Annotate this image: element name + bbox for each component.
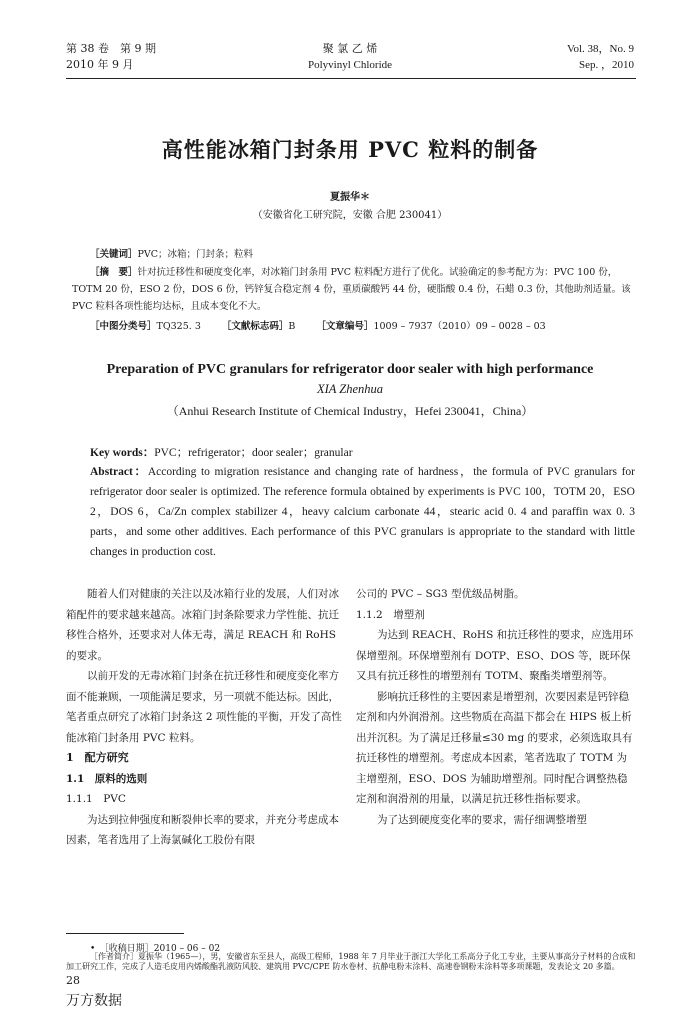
keywords-en-text: PVC；refrigerator；door sealer；granular [154,447,353,459]
abstract-en-label: Abstract： [90,466,148,478]
left-paragraph-1: 随着人们对健康的关注以及冰箱行业的发展，人们对冰箱配件的要求越来越高。冰箱门封条除要求力学性能、抗迁移性合格外，还要求对人体无毒，满足 REACH 和 RoHS 的要求。 [66,588,339,662]
right-paragraph-1: 为达到 REACH、RoHS 和抗迁移性的要求，应选用环保增塑剂。环保增塑剂有 DOTP、ESO、DOS 等，既环保又具有抗迁移性的增塑剂有 TOTM、聚酯类增塑剂等。 [356,629,634,682]
affiliation-en: （Anhui Research Institute of Chemical Industry，Hefei 230041，China） [166,404,534,418]
footnote-author-bio: ［作者简介］夏振华（1965—），男，安徽省东至县人，高级工程师，1988 年 7 月毕业于浙江大学化工系高分子化工专业，主要从事高分子材料的合成和加工研究工作，完成了人造毛皮用内烯酸酯乳液防风胶、建筑用 PVC/CPE 防水卷材、抗静电粉末涂料、高速卷钢粉末涂料等多项课题，发表论文 20 多篇。 [66,952,636,971]
header-volume-cn: 第 38 卷 第 9 期 [66,42,156,55]
page-number: 28 [66,974,80,987]
header-journal-cn: 聚 氯 乙 烯 [322,42,378,55]
clc-code: TQ325. 3 [156,321,201,332]
left-paragraph-2: 以前开发的无毒冰箱门封条在抗迁移性和硬度变化率方面不能兼顾，一项能满足要求，另一项就不能达标。因此，笔者重点研究了冰箱门封条这 2 项性能的平衡，开发了高性能冰箱门封条用 PVC 粒料。 [66,670,342,744]
header-date-en: Sep. ，2010 [579,59,634,71]
doc-code-label: ［文献标志码］ [221,321,289,332]
right-paragraph-3: 为了达到硬度变化率的要求，需仔细调整增塑 [377,813,587,826]
author-cn: 夏振华＊ [330,192,370,203]
section-heading-1-1-1: 1.1.1 PVC [66,793,126,805]
title-en: Preparation of PVC granulars for refrigerator door sealer with high performance [106,362,594,377]
keywords-cn [72,246,632,263]
abstract-cn [72,264,632,315]
keywords-cn-text: PVC；冰箱；门封条；粒料 [137,249,254,260]
right-paragraph-2: 影响抗迁移性的主要因素是增塑剂，次要因素是钙锌稳定剂和内外润滑剂。这些物质在高温下都会在 HIPS 板上析出并沉积。为了满足迁移量≤30 mg 的要求，必须选取具有抗迁移性的增塑剂。考虑成本因素，笔者选取了 TOTM 为主增塑剂，ESO、DOS 为辅助增塑剂。同时配合调整热稳定剂和润滑剂的用量，以满足抗迁移性指标要求。 [356,690,633,805]
author-en: XIA Zhenhua [316,382,384,396]
abstract-cn-text: 针对抗迁移性和硬度变化率，对冰箱门封条用 PVC 粒料配方进行了优化。试验确定的参考配方为：PVC 100 份，TOTM 20 份，ESO 2 份，DOS 6 份，钙锌复合稳定剂 4 份，重质碳酸钙 44 份，硬脂酸 0.4 份，石蜡 0.3 份，其他助剂适量。该 PVC 粒料各项性能均达标，且成本变化不大。 [72,267,631,312]
right-paragraph-0: 公司的 PVC – SG3 型优级品树脂。 [356,588,525,600]
doc-code: B [288,321,296,332]
keywords-en [90,444,635,462]
classification-line [72,318,632,335]
header-date-cn: 2010 年 9 月 [66,58,134,71]
footnote-rule [66,933,184,934]
section-heading-1: 1 配方研究 [66,751,129,764]
header-rule [66,78,636,79]
abstract-cn-label: ［摘 要］ [90,267,138,278]
left-paragraph-3: 为达到拉伸强度和断裂伸长率的要求，并充分考虑成本因素，笔者选用了上海氯碱化工股份有限 [66,813,339,846]
article-number-label: ［文章编号］ [316,321,374,332]
clc-label: ［中图分类号］ [90,321,157,332]
header-volume-en: Vol. 38，No. 9 [566,43,634,55]
abstract-en-text: According to migration resistance and changing rate of hardness，the formula of PVC granulars for refrigerator door sealer is optimized. The reference formula obtained by experiments is PVC 100，TOTM 20，ESO 2，DOS 6，Ca/Zn complex stabilizer 4，heavy calcium carbonate 44，stearic acid 0. 4 and paraffin wax 0. 3 parts，and some other additives. Each performance of this PVC granulars is appropriate to the standard with little changes in production cost. [90,466,635,558]
section-heading-1-1: 1.1 原料的选则 [66,772,148,785]
abstract-en [90,462,635,562]
title-cn: 高性能冰箱门封条用 PVC 粒料的制备 [161,137,539,162]
affiliation-cn: （安徽省化工研究院，安徽 合肥 230041） [252,210,448,221]
watermark: 万方数据 [66,993,122,1009]
footnote-received: • ［收稿日期］2010 – 06 – 02 [90,944,221,954]
article-number: 1009 – 7937（2010）09 – 0028 – 03 [373,321,546,332]
keywords-en-label: Key words： [90,447,155,459]
section-heading-1-1-2: 1.1.2 增塑剂 [356,608,425,621]
keywords-cn-label: ［关键词］ [90,249,138,260]
body-right-column [356,584,634,830]
header-journal-en: Polyvinyl Chloride [307,59,393,71]
body-left-column [66,584,344,851]
